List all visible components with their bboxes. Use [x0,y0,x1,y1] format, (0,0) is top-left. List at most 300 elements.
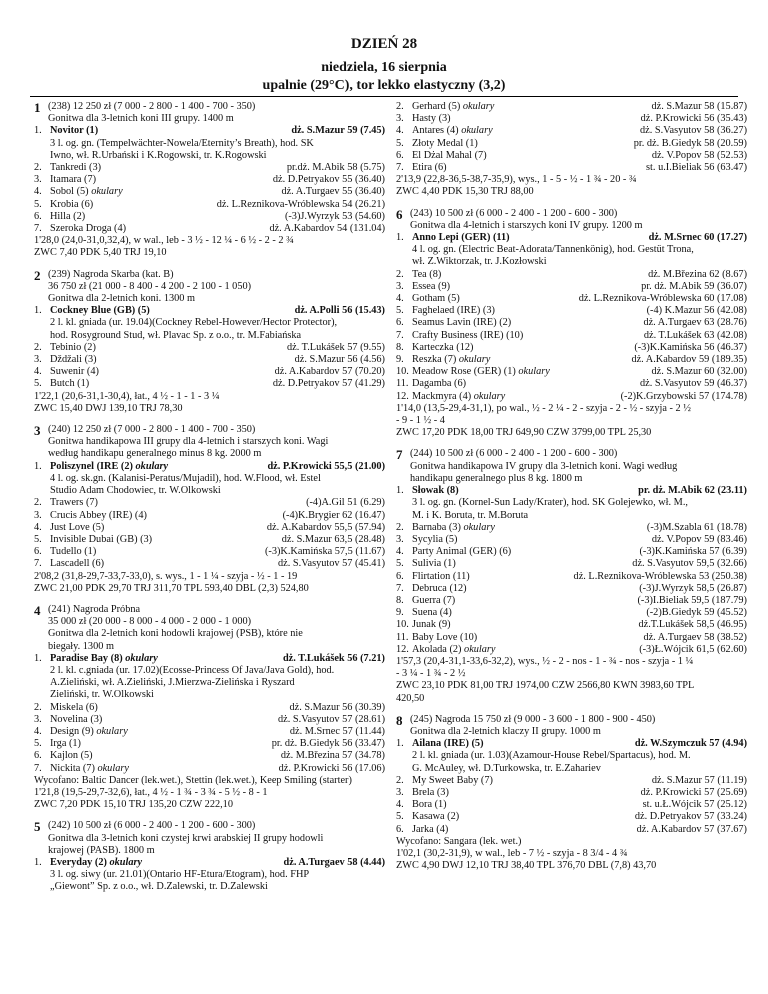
horse-name: Dždžali (3) [50,354,97,366]
result-row [396,391,747,403]
race-header [396,208,747,232]
finish-position: 2. [34,341,42,353]
result-row [34,510,385,522]
race-info-line: (238) 12 250 zł (7 000 - 2 800 - 1 400 - 700 - 350) [48,101,256,112]
jockey-info: dż. A.Kabardov 59 (189.35) [631,354,747,366]
horse-cell [34,354,97,366]
race-result-line: 1'14,0 (13,5-29,4-31,1), po wal., ½ - 2 ¼ - 2 - szyja - 2 - ½ - szyja - 2 ½ [396,402,691,414]
result-row [34,558,385,570]
race-header [34,101,385,125]
finish-position: 2. [396,268,404,280]
horse-cell [34,726,128,738]
horse-name: Gotham (5) [412,293,460,305]
horse-cell [396,113,451,125]
result-row [396,522,747,534]
jockey-info: dż. A.Turgaev 58 (38.52) [643,631,747,643]
horse-cell [34,211,85,223]
jockey-info: dż. A.Kabardov 57 (37.67) [636,823,747,835]
result-row [396,534,747,546]
horse-cell [34,174,96,186]
jockey-info: (-3)Ł.Wójcik 61,5 (62.60) [639,643,747,655]
finish-position: 12. [396,390,409,402]
result-row [34,546,385,558]
jockey-info: dż. A.Polli 56 (15.43) [294,305,385,317]
finish-position: 5. [34,738,42,750]
result-row [34,366,385,378]
race-number: 5 [34,819,41,835]
result-row [396,546,747,558]
horse-name: Barnaba (3) okulary [412,521,495,533]
horse-cell [396,162,447,174]
result-row [34,174,385,186]
finish-position: 4. [396,799,404,811]
blinkers-note: okulary [518,366,550,378]
horse-cell [34,558,104,570]
horse-cell [396,824,448,836]
race-info-line: (242) 10 500 zł (6 000 - 2 400 - 1 200 - 600 - 300) [48,820,256,832]
jockey-info: dż. S.Mazur 56 (4.56) [294,354,385,366]
result-row [396,162,747,174]
horse-name: Poliszynel (IRE (2) okulary [50,460,169,472]
conditions-line: upalnie (29°C), tor lekko elastyczny (3,2) [262,78,506,93]
blinkers-note: okulary [473,390,506,402]
finish-position: 4. [34,521,42,533]
horse-name: Debruca (12) [412,582,467,594]
horse-name: Karteczka (12) [412,341,474,353]
result-row [396,317,747,329]
horse-cell [396,391,505,403]
race-info-line: biegały. 1300 m [48,640,114,652]
finish-position: 9. [396,607,404,619]
horse-cell [34,497,98,509]
horse-name: Krobia (6) [50,198,94,210]
horse-name: Złoty Medal (1) [412,137,478,149]
jockey-info: dż. S.Vasyutov 57 (28.61) [278,713,385,725]
race-result-line: 2'08,2 (31,8-29,7-33,7-33,0), s. wys., 1 - 1 ¼ - szyja - ½ - 1 - 19 [34,570,298,582]
race-result-line: 1'21,8 (19,5-29,7-32,6), łat., 4 ½ - 1 ¾ - 3 ¾ - 5 ½ - 8 - 1 [34,786,268,798]
horse-name: Design (9) okulary [50,725,128,737]
result-row [34,461,385,473]
finish-position: 2. [34,162,42,174]
jockey-info: dż. S.Vasyutov 59 (46.37) [640,378,747,390]
horse-cell [396,558,456,570]
finish-position: 3. [34,713,42,725]
finish-position: 2. [396,101,404,112]
winner-details: Iwno, wł. R.Urbański i K.Rogowski, tr. K.Rogowski [50,149,267,161]
result-row [396,799,747,811]
horse-cell [396,583,467,595]
result-row [34,857,385,869]
result-row [396,558,747,570]
result-row [34,726,385,738]
jockey-info: dż. D.Petryakov 57 (41.29) [272,378,385,390]
race-info-line: 35 000 zł (20 000 - 8 000 - 4 000 - 2 000 - 1 000) [48,616,252,628]
race-result-line: ZWC 21,00 PDK 29,70 TRJ 311,70 TPL 593,40 DBL (2,3) 524,80 [34,582,309,594]
race-number: 3 [34,423,41,439]
result-row [396,138,747,150]
jockey-info: st. u.Ł.Wójcik 57 (25.12) [642,799,747,811]
horse-cell [396,522,495,534]
horse-cell [396,232,510,244]
result-row [396,738,747,750]
winner-details: 4 l. og. gn. (Electric Beat-Adorata/Tannenkönig), hod. Gestüt Trona, [412,244,694,256]
horse-cell [396,317,511,329]
horse-name: Faghelaed (IRE) (3) [412,305,495,317]
horse-name: Paradise Bay (8) okulary [50,652,158,664]
horse-name: Jarka (4) [412,823,449,835]
result-row [396,595,747,607]
horse-name: Tebinio (2) [50,341,96,353]
race-info-line: (240) 12 250 zł (7 000 - 2 800 - 1 400 - 700 - 350) [48,424,256,436]
race-header [396,714,747,738]
blinkers-note: okulary [464,643,496,655]
winner-details: G. McAuley, wł. D.Turkowska, tr. E.Zahariev [412,762,601,774]
blinkers-note: okulary [91,186,123,198]
jockey-info: (-2)B.Giedyk 59 (45.52) [646,607,747,619]
jockey-info: (-3)K.Kamińska 57 (6.39) [639,546,747,558]
race-block [34,101,385,260]
race-block [34,820,385,893]
jockey-info: dż. P.Krowicki 57 (25.69) [640,786,747,798]
horse-cell [396,125,493,137]
finish-position: 9. [396,354,404,366]
result-row [396,787,747,799]
finish-position: 8. [396,341,404,353]
finish-position: 4. [396,293,404,305]
blinkers-note: okulary [463,521,495,533]
horse-cell [396,305,495,317]
horse-cell [396,150,487,162]
horse-name: Itamara (7) [50,174,97,186]
horse-name: Invisible Dubai (GB) (3) [50,533,153,545]
race-number: 4 [34,602,41,618]
finish-position: 1. [34,652,42,664]
finish-position: 4. [34,725,42,737]
blinkers-note: okulary [135,460,169,472]
race-info-line: (243) 10 500 zł (6 000 - 2 400 - 1 200 - 600 - 300) [410,207,618,219]
horse-name: Baby Love (10) [412,631,478,643]
finish-position: 6. [34,750,42,762]
blinkers-note: okulary [458,354,491,366]
horse-name: Crucis Abbey (IRE) (4) [50,509,147,521]
race-result-line: ZWC 4,40 PDK 15,30 TRJ 88,00 [396,186,534,198]
winner-details: 4 l. og. sk.gn. (Kalanisi-Peratus/Mujadil), hod. W.Flood, wł. Estel [50,472,321,484]
date-line: niedziela, 16 sierpnia [321,60,447,75]
race-info-line: 36 750 zł (21 000 - 8 400 - 4 200 - 2 100 - 1 050) [48,280,252,292]
winner-details: Studio Adam Chodowiec, tr. W.Olkowski [50,485,221,497]
race-number: 1 [34,100,41,115]
horse-cell [34,223,126,235]
jockey-info: dż. L.Reznikova-Wróblewska 54 (26.21) [216,198,385,210]
result-row [34,342,385,354]
horse-name: My Sweet Baby (7) [412,774,493,786]
horse-cell [34,342,96,354]
winner-details: 3 l. og. siwy (ur. 21.01)(Ontario HF-Etura/Etogram), hod. FHP [50,869,310,881]
blinkers-note: okulary [462,101,495,112]
finish-position: 1. [396,738,404,750]
horse-cell [34,162,101,174]
horse-name: Ailana (IRE) (5) [412,738,484,750]
result-row [34,653,385,665]
horse-name: Hasty (3) [412,113,451,125]
blinkers-note: okulary [109,856,143,868]
horse-cell [396,342,473,354]
jockey-info: dż. M.Srnec 57 (11.44) [289,725,385,737]
horse-cell [34,461,168,473]
horse-cell [396,546,511,558]
race-result-line: ZWC 7,20 PDK 15,10 TRJ 135,20 CZW 222,10 [34,799,233,811]
race-info-line: krajowej (PASB). 1800 m [48,844,155,856]
result-row [34,125,385,137]
finish-position: 6. [396,570,404,582]
jockey-info: dż. A.Turgaev 63 (28.76) [643,317,747,329]
horse-name: Guerra (7) [412,594,456,606]
finish-position: 3. [396,113,404,125]
result-row [396,644,747,656]
finish-position: 7. [396,329,404,341]
horse-cell [34,750,93,762]
finish-position: 5. [396,305,404,317]
horse-name: Tankredi (3) [50,162,102,174]
result-row [34,378,385,390]
jockey-info: dż. T.Lukášek 57 (9.55) [287,341,385,353]
jockey-info: dż. L.Reznikova-Wróblewska 53 (250.38) [573,570,747,582]
horse-cell [396,632,477,644]
jockey-info: dż. M.Březina 57 (34.78) [280,750,385,762]
jockey-info: dż. A.Kabardov 55,5 (57.94) [266,521,385,533]
race-info-line: Gonitwa dla 4-letnich i starszych koni IV grupy. 1200 m [410,219,643,231]
finish-position: 10. [396,366,409,378]
horse-name: Gerhard (5) okulary [412,101,495,112]
horse-name: Sobol (5) okulary [50,186,123,198]
winner-details: hod. Rosyground Stud, wł. Plavac Sp. z o.o., tr. M.Fabiańska [50,329,302,341]
horse-name: Flirtation (11) [412,570,470,582]
finish-position: 7. [34,223,42,235]
horse-name: Mackmyra (4) okulary [412,390,506,402]
race-block [396,208,747,440]
winner-details: Zieliński, tr. W.Olkowski [50,689,154,701]
race-number: 6 [396,206,403,222]
horse-cell [396,101,494,113]
jockey-info: dż. A.Kabardov 57 (70.20) [274,366,385,378]
result-row [396,101,747,113]
jockey-info: st. u.I.Bieliak 56 (63.47) [646,162,747,174]
finish-position: 3. [396,280,404,292]
horse-cell [34,763,129,775]
horse-cell [34,199,93,211]
finish-position: 6. [34,210,42,222]
jockey-info: (-3)M.Szabla 61 (18.78) [646,521,747,533]
right-column [396,101,747,881]
horse-cell [396,571,470,583]
result-row [396,113,747,125]
horse-name: Novitor (1) [50,125,99,137]
result-row [34,714,385,726]
winner-details: 2 l. kl. gniada (ur. 1.03)(Azamour-House Rebel/Spartacus), hod. M. [412,750,691,762]
race-block [396,448,747,704]
jockey-info: dż. S.Mazur 60 (32.00) [651,366,747,378]
jockey-info: (-4)A.Gil 51 (6.29) [306,497,385,509]
result-row [396,305,747,317]
horse-cell [396,281,450,293]
horse-name: Sulivia (1) [412,558,456,570]
finish-position: 12. [396,643,409,655]
horse-cell [396,811,459,823]
result-row [34,702,385,714]
result-row [34,305,385,317]
result-row [34,223,385,235]
jockey-info: dż. P.Krowicki 55,5 (21.00) [267,460,385,472]
result-row [34,534,385,546]
horse-cell [396,293,460,305]
result-row [396,619,747,631]
jockey-info: dż. S.Vasyutov 57 (45.41) [278,558,385,570]
jockey-info: pr. dż. M.Abik 62 (23.11) [638,485,747,497]
finish-position: 6. [396,823,404,835]
finish-position: 5. [34,533,42,545]
finish-position: 3. [34,354,42,366]
race-number: 2 [34,267,41,283]
finish-position: 5. [396,137,404,149]
finish-position: 5. [34,198,42,210]
winner-details: 3 l. og. gn. (Kornel-Sun Lady/Krater), hod. SK Golejewko, wł. M., [412,497,688,509]
race-block [396,714,747,873]
jockey-info: dż. A.Turgaev 58 (4.44) [283,856,385,868]
finish-position: 5. [396,811,404,823]
result-row [34,211,385,223]
race-result-line: - 3 ¼ - 1 ¾ - 2 ½ [396,668,466,680]
result-row [396,125,747,137]
horse-cell [396,775,493,787]
horse-name: El Dżal Mahal (7) [412,149,487,161]
horse-cell [396,269,441,281]
horse-cell [34,702,98,714]
finish-position: 2. [34,701,42,713]
result-row [396,330,747,342]
jockey-info: dż. T.Lukášek 56 (7.21) [282,652,385,664]
finish-position: 1. [34,460,42,472]
jockey-info: dż. A.Turgaev 55 (36.40) [281,186,385,198]
horse-name: Sycylia (5) [412,533,458,545]
horse-cell [34,366,99,378]
winner-details: 2 l. kl. c.gniada (ur. 17.02)(Ecosse-Princess Of Java/Java Gold), hod. [50,664,335,676]
jockey-info: (-4)K.Brygier 62 (16.47) [282,509,385,521]
race-result-line: Wycofano: Sangara (lek. wet.) [396,835,522,847]
horse-cell [396,738,484,750]
result-row [396,281,747,293]
jockey-info: dż. S.Vasyutov 58 (36.27) [640,125,747,137]
race-number: 8 [396,712,403,728]
finish-position: 3. [396,533,404,545]
result-row [396,632,747,644]
race-info-line: (239) Nagroda Skarba (kat. B) [48,268,174,280]
horse-cell [396,534,457,546]
race-info-line: Gonitwa dla 2-letnich koni. 1300 m [48,293,195,305]
horse-name: Suwenir (4) [50,366,99,378]
race-info-line: handikapu generalnego plus 8 kg. 1800 m [410,472,583,484]
result-row [396,583,747,595]
horse-name: Antares (4) okulary [412,125,493,137]
finish-position: 11. [396,631,409,643]
jockey-info: dż. S.Mazur 59 (7.45) [291,125,385,137]
race-result-line: ZWC 15,40 DWJ 139,10 TRJ 78,30 [34,402,183,414]
horse-name: Kajlon (5) [50,750,93,762]
jockey-info: pr. dż. B.Giedyk 56 (33.47) [271,738,385,750]
horse-cell [34,653,158,665]
horse-cell [396,485,459,497]
result-row [396,293,747,305]
jockey-info: (-3)J.Wyrzyk 53 (54.60) [284,210,385,222]
result-row [34,738,385,750]
day-title: DZIEŃ 28 [350,36,418,52]
race-header [34,820,385,857]
result-row [34,162,385,174]
finish-position: 2. [396,521,404,533]
horse-cell [396,644,496,656]
race-header [396,448,747,485]
horse-name: Everyday (2) okulary [50,856,143,868]
horse-name: Butch (1) [50,378,90,390]
jockey-info: (-3)K.Kamińska 56 (46.37) [634,341,747,353]
finish-position: 1. [396,485,404,497]
race-result-line: ZWC 7,40 PDK 5,40 TRJ 19,10 [34,247,167,259]
horse-name: Reszka (7) okulary [412,354,491,366]
horse-name: Miskela (6) [50,701,98,713]
horse-name: Bora (1) [412,799,447,811]
jockey-info: pr. dż. M.Abik 59 (36.07) [641,280,747,292]
result-row [396,354,747,366]
horse-name: Junak (9) [412,619,451,631]
horse-name: Słowak (8) [412,485,459,497]
horse-name: Szeroka Droga (4) [50,223,127,235]
finish-position: 6. [34,546,42,558]
finish-position: 3. [396,786,404,798]
race-block [34,424,385,595]
horse-cell [396,366,550,378]
finish-position: 7. [34,558,42,570]
result-row [396,811,747,823]
finish-position: 2. [34,497,42,509]
race-header [34,604,385,653]
horse-cell [34,546,96,558]
jockey-info: (-2)K.Grzybowski 57 (174.78) [620,390,747,402]
finish-position: 1. [396,232,404,244]
horse-cell [396,138,478,150]
result-row [396,342,747,354]
horse-name: Just Love (5) [50,521,105,533]
horse-cell [34,305,150,317]
horse-name: Akolada (2) okulary [412,643,496,655]
result-row [34,763,385,775]
finish-position: 1. [34,125,42,137]
horse-cell [396,799,447,811]
horse-name: Cockney Blue (GB) (5) [50,305,150,317]
jockey-info: dż. D.Petryakov 57 (33.24) [634,811,747,823]
horse-cell [34,510,147,522]
jockey-info: dż. V.Popov 59 (83.46) [651,533,747,545]
horse-name: Crafty Business (IRE) (10) [412,329,524,341]
race-result-line: 1'57,3 (20,4-31,1-33,6-32,2), wys., ½ - 2 - nos - 1 - ¾ - nos - szyja - 1 ¼ [396,655,694,667]
finish-position: 3. [34,174,42,186]
race-info-line: Gonitwa handikapowa IV grupy dla 3-letnich koni. Wagi według [410,460,678,472]
jockey-info: dż.T.Lukášek 58,5 (46.95) [638,619,747,631]
result-row [396,485,747,497]
blinkers-note: okulary [97,762,129,774]
finish-position: 11. [396,378,409,390]
jockey-info: dż. W.Szymczuk 57 (4.94) [634,738,747,750]
finish-position: 4. [34,366,42,378]
result-row [34,186,385,198]
